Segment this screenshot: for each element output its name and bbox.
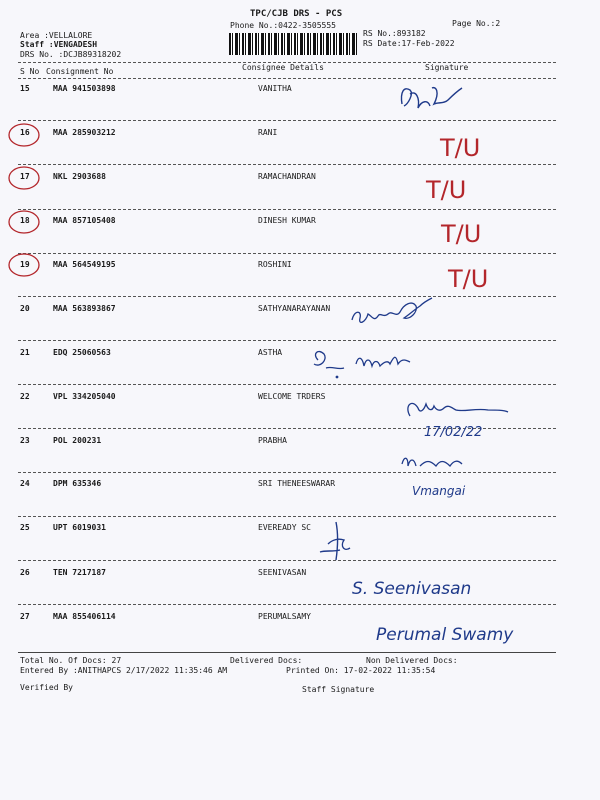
table-row — [0, 128, 600, 142]
table-row — [0, 436, 600, 450]
row-consignment: NKL 2903688 — [53, 172, 106, 181]
row-divider — [18, 253, 556, 254]
row-divider — [18, 120, 556, 121]
table-row — [0, 260, 600, 274]
row-consignee: RANI — [258, 128, 278, 137]
signature-row-27: Perumal Swamy — [376, 625, 514, 645]
ink-dot — [336, 376, 339, 379]
verified-by: Verified By — [20, 683, 73, 692]
row-divider — [18, 209, 556, 210]
row-divider — [18, 516, 556, 517]
area-label: Area :VELLALORE — [20, 31, 93, 40]
row-consignee: RAMACHANDRAN — [258, 172, 316, 181]
row-consignee: EVEREADY SC — [258, 523, 311, 532]
table-row — [0, 479, 600, 493]
row-sno: 19 — [20, 260, 30, 269]
row-divider — [18, 384, 556, 385]
table-row — [0, 523, 600, 537]
row-divider — [18, 560, 556, 561]
document-title: TPC/CJB DRS - PCS — [250, 9, 343, 19]
row-consignee: ROSHINI — [258, 260, 292, 269]
row-sno: 18 — [20, 216, 30, 225]
row-consignee: SRI THENEESWARAR — [258, 479, 336, 488]
drs-number: DRS No. :DCJB89318202 — [20, 50, 122, 59]
footer-divider — [18, 652, 556, 653]
row-sno: 24 — [20, 479, 30, 488]
row-consignment: MAA 285903212 — [53, 128, 116, 137]
row-consignee: PERUMALSAMY — [258, 612, 311, 621]
staff-signature-label: Staff Signature — [302, 685, 375, 694]
row-divider — [18, 428, 556, 429]
row-sno: 23 — [20, 436, 30, 445]
signature-row-23 — [402, 458, 462, 466]
row-sno: 20 — [20, 304, 30, 313]
row-consignee: PRABHA — [258, 436, 287, 445]
tu-mark: T/U — [426, 176, 467, 204]
table-row — [0, 392, 600, 406]
staff-label: Staff :VENGADESH — [20, 40, 98, 49]
total-docs: Total No. Of Docs: 27 — [20, 656, 122, 665]
table-row — [0, 216, 600, 230]
row-divider — [18, 164, 556, 165]
row-consignment: DPM 635346 — [53, 479, 102, 488]
row-sno: 26 — [20, 568, 30, 577]
barcode — [229, 33, 357, 55]
row-consignee: SEENIVASAN — [258, 568, 307, 577]
row-consignment: MAA 564549195 — [53, 260, 116, 269]
signature-row-24: Vmangai — [412, 484, 466, 498]
table-row — [0, 348, 600, 362]
row-sno: 21 — [20, 348, 30, 357]
page-number: Page No.:2 — [452, 19, 501, 28]
row-consignment: POL 200231 — [53, 436, 102, 445]
row-divider — [18, 472, 556, 473]
phone-number: Phone No.:0422-3505555 — [230, 21, 336, 30]
rs-number: RS No.:893182 — [363, 29, 426, 38]
row-sno: 16 — [20, 128, 30, 137]
row-sno: 25 — [20, 523, 30, 532]
rs-date: RS Date:17-Feb-2022 — [363, 39, 455, 48]
tu-mark: T/U — [441, 220, 482, 248]
row-sno: 27 — [20, 612, 30, 621]
table-row — [0, 304, 600, 318]
column-sno: S No — [20, 67, 40, 76]
printed-on: Printed On: 17-02-2022 11:35:54 — [286, 666, 436, 675]
row-consignee: SATHYANARAYANAN — [258, 304, 331, 313]
tu-mark: T/U — [448, 265, 489, 293]
signature-row-26: S. Seenivasan — [352, 579, 472, 599]
row-consignee: DINESH KUMAR — [258, 216, 316, 225]
row-consignee: ASTHA — [258, 348, 283, 357]
table-row — [0, 172, 600, 186]
row-consignment: EDQ 25060563 — [53, 348, 111, 357]
table-row — [0, 568, 600, 582]
non-delivered-docs: Non Delivered Docs: — [366, 656, 458, 665]
tu-mark: T/U — [440, 134, 481, 162]
signature-date: 17/02/22 — [424, 425, 483, 440]
row-sno: 15 — [20, 84, 30, 93]
column-divider — [18, 78, 556, 79]
table-row — [0, 612, 600, 626]
row-divider — [18, 296, 556, 297]
column-consignee: Consignee Details — [242, 63, 324, 72]
row-consignment: MAA 563893867 — [53, 304, 116, 313]
table-row — [0, 84, 600, 98]
row-consignee: WELCOME TRDERS — [258, 392, 326, 401]
row-consignment: TEN 7217187 — [53, 568, 106, 577]
row-consignment: MAA 857105408 — [53, 216, 116, 225]
row-divider — [18, 604, 556, 605]
column-signature: Signature — [425, 63, 469, 72]
row-consignee: VANITHA — [258, 84, 292, 93]
row-divider — [18, 340, 556, 341]
entered-by: Entered By :ANITHAPCS 2/17/2022 11:35:46 AM — [20, 666, 228, 675]
row-consignment: MAA 855406114 — [53, 612, 116, 621]
row-consignment: UPT 6019031 — [53, 523, 106, 532]
row-sno: 22 — [20, 392, 30, 401]
column-consignment: Consignment No — [46, 67, 114, 76]
delivered-docs: Delivered Docs: — [230, 656, 303, 665]
row-consignment: MAA 941503898 — [53, 84, 116, 93]
row-sno: 17 — [20, 172, 30, 181]
row-consignment: VPL 334205040 — [53, 392, 116, 401]
